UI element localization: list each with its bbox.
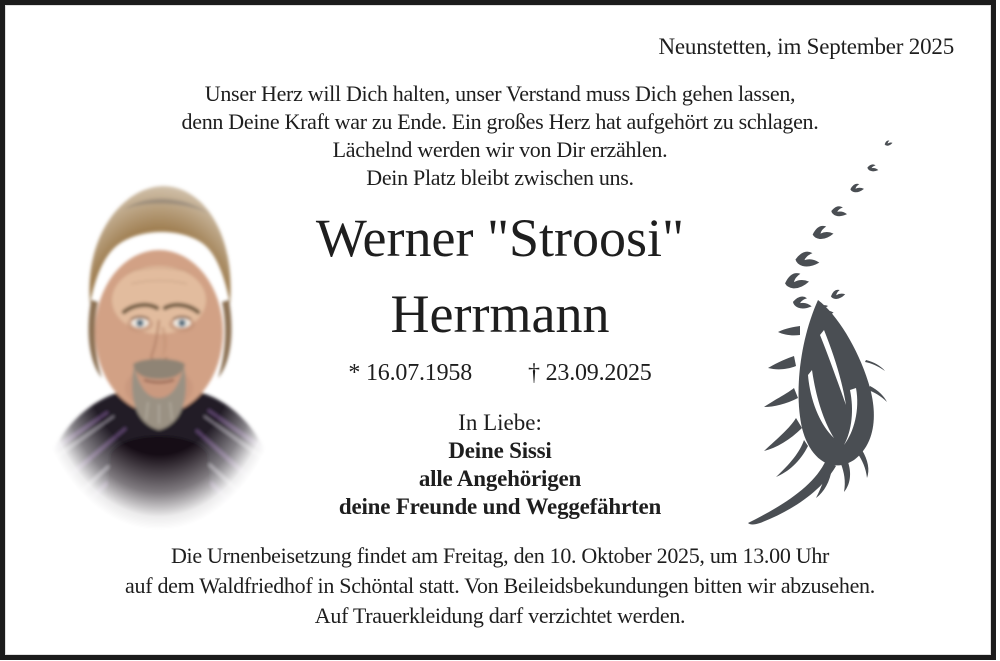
birth-date: * 16.07.1958: [348, 360, 472, 386]
death-date: † 23.09.2025: [528, 360, 652, 386]
funeral-line: Auf Trauerkleidung darf verzichtet werden.: [314, 603, 686, 628]
place-dateline: Neunstetten, im September 2025: [658, 34, 954, 59]
funeral-line: Die Urnenbeisetzung findet am Freitag, den 10. Oktober 2025, um 13.00 Uhr: [170, 543, 830, 568]
deceased-name-line2: Herrmann: [390, 284, 610, 344]
poem-line: Lächelnd werden wir von Dir erzählen.: [332, 137, 668, 162]
bird-icon: [867, 163, 879, 172]
feather-illustration: [748, 140, 893, 525]
bird-icon: [795, 251, 820, 268]
bird-icon: [784, 271, 810, 289]
bird-icon: [812, 225, 834, 240]
poem-line: Unser Herz will Dich halten, unser Verstand muss Dich gehen lassen,: [204, 81, 796, 106]
bird-icon: [831, 205, 848, 217]
bird-icon: [792, 295, 813, 310]
feather-birds-icon: [732, 130, 967, 530]
mourner-name: Deine Sissi: [448, 438, 552, 463]
funeral-announcement: [0, 541, 1000, 631]
bird-icon: [830, 288, 846, 300]
life-dates-row: [250, 360, 750, 387]
deceased-name-line1: Werner "Stroosi": [315, 208, 685, 268]
bird-icon: [850, 183, 864, 193]
funeral-line: auf dem Waldfriedhof in Schöntal statt. Von Beileidsbekundungen bitten wir abzusehen.: [125, 573, 875, 598]
deceased-info-column: [250, 200, 750, 521]
mourner-name: alle Angehörigen: [418, 466, 582, 491]
bird-icon: [884, 140, 893, 147]
poem-line: Dein Platz bleibt zwischen uns.: [366, 165, 634, 190]
mourners-intro: In Liebe:: [458, 410, 542, 435]
mourner-name: deine Freunde und Weggefährten: [338, 494, 662, 519]
poem-line: denn Deine Kraft war zu Ende. Ein großes Herz hat aufgehört zu schlagen.: [181, 109, 819, 134]
